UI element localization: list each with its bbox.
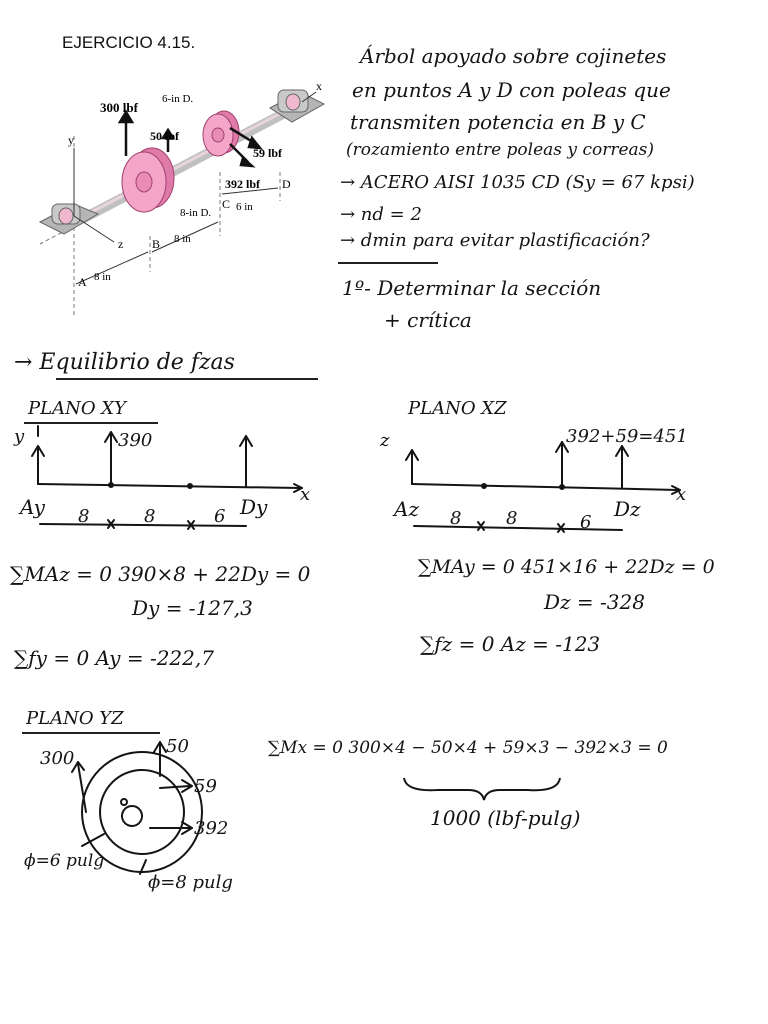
point-d-label: D bbox=[282, 177, 291, 191]
equilibrium-underline bbox=[56, 378, 318, 380]
pulley-b-diameter-label: 8-in D. bbox=[180, 207, 212, 219]
plano-yz-diagram bbox=[20, 736, 280, 896]
dim-ab-label: 8 in bbox=[94, 271, 111, 283]
note-line-3: transmiten potencia en B y C bbox=[350, 110, 646, 134]
plano-xy-dy: Dy bbox=[240, 495, 268, 519]
plano-xy-ay: Ay bbox=[20, 495, 45, 519]
plano-xz-force-451: 392+59=451 bbox=[566, 426, 688, 447]
note-line-1: Árbol apoyado sobre cojinetes bbox=[360, 44, 667, 68]
plano-xz-eq1: ∑MAy = 0 451×16 + 22Dz = 0 bbox=[418, 556, 715, 578]
plano-xy-eq1: ∑MAz = 0 390×8 + 22Dy = 0 bbox=[10, 562, 311, 586]
axis-z-label: z bbox=[118, 237, 124, 251]
plano-yz-torque: 1000 (lbf-pulg) bbox=[430, 806, 581, 830]
note-line-5: → ACERO AISI 1035 CD (Sy = 67 kpsi) bbox=[340, 172, 695, 193]
pulley-c-diameter-label: 6-in D. bbox=[162, 93, 194, 105]
plano-xz-axis-x: x bbox=[676, 484, 687, 505]
note-line-2: en puntos A y D con poleas que bbox=[352, 78, 671, 102]
plano-yz-eq: ∑Mx = 0 300×4 − 50×4 + 59×3 − 392×3 = 0 bbox=[268, 738, 668, 758]
plano-xz-eq2: ∑fz = 0 Az = -123 bbox=[420, 632, 601, 656]
plano-xz-axis-z: z bbox=[380, 430, 390, 451]
point-c-label: C bbox=[222, 197, 231, 211]
notes-divider bbox=[338, 262, 438, 264]
note-line-6: → nd = 2 bbox=[340, 204, 422, 225]
plano-xy-res1: Dy = -127,3 bbox=[132, 596, 253, 620]
dim-cd-label: 6 in bbox=[236, 201, 253, 213]
shaft-figure bbox=[34, 76, 334, 320]
plano-xy-force-390: 390 bbox=[118, 430, 153, 451]
plano-xy-title: PLANO XY bbox=[28, 398, 126, 419]
plano-yz-underline bbox=[22, 732, 160, 734]
plano-yz-force-50: 50 bbox=[166, 736, 189, 757]
plano-xy-axis-y: y bbox=[14, 426, 25, 447]
load-392-label: 392 lbf bbox=[225, 177, 261, 191]
plano-xz-res1: Dz = -328 bbox=[544, 590, 645, 614]
plano-xz-seg1: 8 bbox=[450, 508, 462, 529]
plano-yz-title: PLANO YZ bbox=[26, 708, 124, 729]
plano-xy-seg3: 6 bbox=[214, 506, 226, 527]
axis-x-label: x bbox=[316, 79, 322, 93]
plano-xy-seg1: 8 bbox=[78, 506, 90, 527]
plano-yz-diameter-6: ϕ=6 pulg bbox=[24, 851, 105, 871]
load-50-label: 50 lbf bbox=[150, 129, 180, 143]
dim-bc-label: 8 in bbox=[174, 233, 191, 245]
plano-yz-force-59: 59 bbox=[194, 776, 217, 797]
axis-y-label: y bbox=[68, 133, 74, 147]
point-a-label: A bbox=[78, 275, 87, 289]
plano-yz-force-300: 300 bbox=[40, 748, 75, 769]
note-line-7: → dmin para evitar plastificación? bbox=[340, 230, 650, 251]
point-b-label: B bbox=[152, 237, 161, 251]
load-59-label: 59 lbf bbox=[253, 146, 283, 160]
plano-xz-seg2: 8 bbox=[506, 508, 518, 529]
load-300-label: 300 lbf bbox=[100, 100, 138, 115]
equilibrium-heading: → Equilibrio de fzas bbox=[14, 350, 235, 375]
plano-xy-seg2: 8 bbox=[144, 506, 156, 527]
plano-yz-force-392: 392 bbox=[194, 818, 229, 839]
plano-xz-seg3: 6 bbox=[580, 512, 592, 533]
plano-xy-axis-x: x bbox=[300, 484, 311, 505]
note-line-9: + crítica bbox=[384, 308, 472, 332]
plano-xz-title: PLANO XZ bbox=[408, 398, 507, 419]
plano-yz-diameter-8: ϕ=8 pulg bbox=[148, 872, 233, 893]
plano-xy-diagram bbox=[10, 424, 320, 534]
exercise-title: EJERCICIO 4.15. bbox=[62, 33, 196, 52]
plano-xy-eq2: ∑fy = 0 Ay = -222,7 bbox=[14, 646, 214, 670]
plano-xz-dz: Dz bbox=[614, 497, 641, 521]
plano-xz-diagram bbox=[378, 420, 698, 540]
note-line-4: (rozamiento entre poleas y correas) bbox=[346, 140, 655, 160]
note-line-8: 1º- Determinar la sección bbox=[342, 276, 602, 300]
plano-xz-az: Az bbox=[394, 497, 419, 521]
plano-yz-brace bbox=[398, 772, 568, 802]
